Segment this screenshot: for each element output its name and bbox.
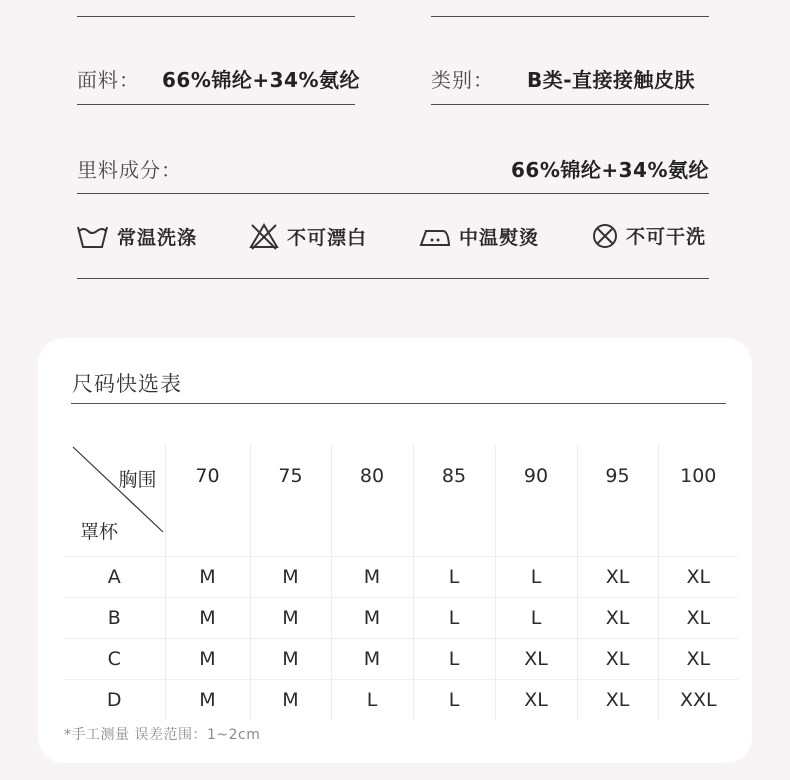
corner-label-cup: 罩杯 [80, 521, 119, 543]
size-cell: M [250, 680, 331, 721]
lining-label: 里料成分： [77, 158, 182, 182]
table-row [64, 639, 738, 680]
category-value: B类-直接接触皮肤 [527, 68, 696, 92]
care-divider [77, 278, 709, 279]
size-chart-title: 尺码快选表 [72, 372, 182, 396]
size-cell: M [331, 557, 413, 598]
no-dry-clean-icon [592, 223, 618, 249]
band-header: 70 [165, 445, 250, 557]
cup-cell: C [64, 639, 165, 680]
table-corner-cell [64, 445, 165, 557]
band-header: 80 [331, 445, 413, 557]
care-item-wash [76, 222, 197, 250]
size-cell: XL [658, 639, 738, 680]
cup-cell: D [64, 680, 165, 721]
care-label-iron: 中温熨烫 [459, 226, 540, 249]
band-header: 85 [413, 445, 495, 557]
category-label: 类别： [431, 68, 494, 92]
material-divider [77, 104, 355, 105]
band-header: 90 [495, 445, 577, 557]
size-cell: M [331, 639, 413, 680]
cup-cell: B [64, 598, 165, 639]
cup-cell: A [64, 557, 165, 598]
no-bleach-icon [249, 222, 279, 250]
size-cell: XXL [658, 680, 738, 721]
size-cell: M [165, 557, 250, 598]
lining-divider [77, 193, 709, 194]
care-label-wash: 常温洗涤 [117, 226, 198, 249]
size-cell: XL [577, 598, 658, 639]
band-header: 95 [577, 445, 658, 557]
size-cell: M [165, 598, 250, 639]
care-label-no-bleach: 不可漂白 [287, 226, 368, 249]
care-item-no-bleach [249, 222, 367, 250]
table-row [64, 680, 738, 721]
band-header: 75 [250, 445, 331, 557]
size-cell: M [250, 598, 331, 639]
size-cell: L [495, 598, 577, 639]
size-cell: M [250, 557, 331, 598]
table-row [64, 598, 738, 639]
top-divider-left [77, 16, 355, 17]
size-chart-card [38, 338, 752, 763]
size-cell: XL [577, 557, 658, 598]
category-divider [431, 104, 709, 105]
care-item-no-dry-clean [592, 222, 706, 249]
size-cell: M [250, 639, 331, 680]
wash-basin-icon [76, 222, 109, 250]
top-divider-right [431, 16, 709, 17]
size-cell: L [413, 639, 495, 680]
measurement-note: *手工测量 误差范围：1~2cm [64, 727, 261, 743]
size-cell: M [165, 680, 250, 721]
size-cell: XL [495, 680, 577, 721]
material-label: 面料： [77, 68, 140, 92]
care-item-iron [419, 222, 539, 250]
care-label-no-dry-clean: 不可干洗 [626, 226, 707, 248]
band-header: 100 [658, 445, 738, 557]
table-row [64, 557, 738, 598]
size-chart-title-underline [71, 403, 726, 404]
size-cell: L [413, 598, 495, 639]
size-cell: XL [577, 680, 658, 721]
iron-medium-icon [419, 222, 451, 250]
size-cell: XL [658, 598, 738, 639]
size-cell: XL [658, 557, 738, 598]
size-cell: L [413, 680, 495, 721]
lining-value: 66%锦纶+34%氨纶 [511, 158, 709, 182]
size-cell: L [413, 557, 495, 598]
size-chart-table [64, 445, 738, 720]
size-cell: XL [577, 639, 658, 680]
size-cell: M [165, 639, 250, 680]
size-cell: L [331, 680, 413, 721]
size-cell: XL [495, 639, 577, 680]
material-value: 66%锦纶+34%氨纶 [162, 68, 360, 92]
size-cell: L [495, 557, 577, 598]
corner-label-bust: 胸围 [118, 469, 157, 491]
size-chart-header-row [64, 445, 738, 557]
size-cell: M [331, 598, 413, 639]
